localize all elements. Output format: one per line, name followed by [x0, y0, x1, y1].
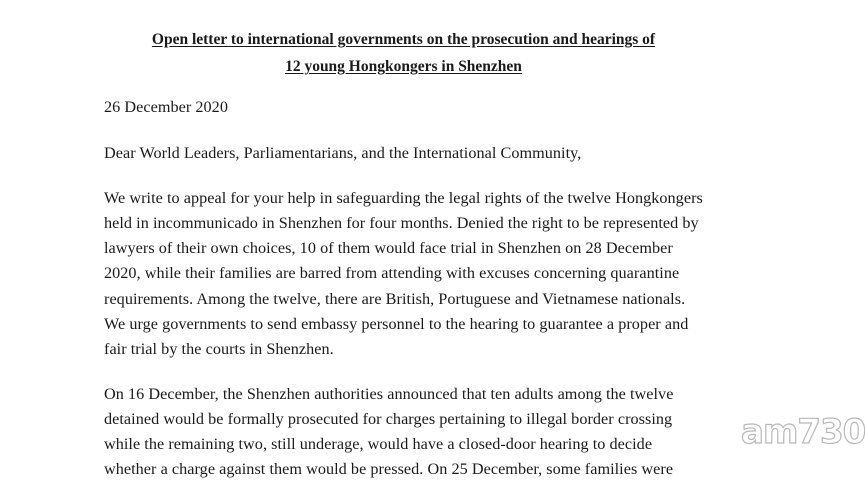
paragraph-2-line: On 16 December, the Shenzhen authorities announced that ten adults among the twelve	[104, 385, 674, 403]
paragraph-2-line: whether a charge against them would be pressed. On 25 December, some families were	[104, 460, 674, 478]
letter-date: 26 December 2020	[104, 98, 228, 116]
letter-title-line-1: Open letter to international governments on the prosecution and hearings of	[151, 31, 656, 48]
watermark-text: am730	[741, 412, 865, 452]
letter-title-line-2: 12 young Hongkongers in Shenzhen	[285, 58, 522, 75]
paragraph-1-line: We write to appeal for your help in safeguarding the legal rights of the twelve Hongkongers	[104, 189, 703, 207]
paragraph-1-line: 2020, while their families are barred from attending with excuses concerning quarantine	[104, 264, 680, 282]
paragraph-1-line: We urge governments to send embassy personnel to the hearing to guarantee a proper and	[104, 315, 689, 333]
paragraph-1-line: held in incommunicado in Shenzhen for four months. Denied the right to be represented by	[104, 214, 699, 232]
am730-watermark-logo	[735, 406, 865, 458]
paragraph-2-line: while the remaining two, still underage, would have a closed-door hearing to decide	[104, 435, 653, 453]
paragraph-1-line: requirements. Among the twelve, there are British, Portuguese and Vietnamese nationals.	[104, 290, 686, 308]
letter-salutation: Dear World Leaders, Parliamentarians, and the International Community,	[104, 144, 582, 162]
paragraph-2-line: detained would be formally prosecuted for charges pertaining to illegal border crossing	[104, 410, 673, 428]
paragraph-1-line: lawyers of their own choices, 10 of them would face trial in Shenzhen on 28 December	[104, 239, 673, 257]
paragraph-1-line: fair trial by the courts in Shenzhen.	[104, 340, 334, 358]
